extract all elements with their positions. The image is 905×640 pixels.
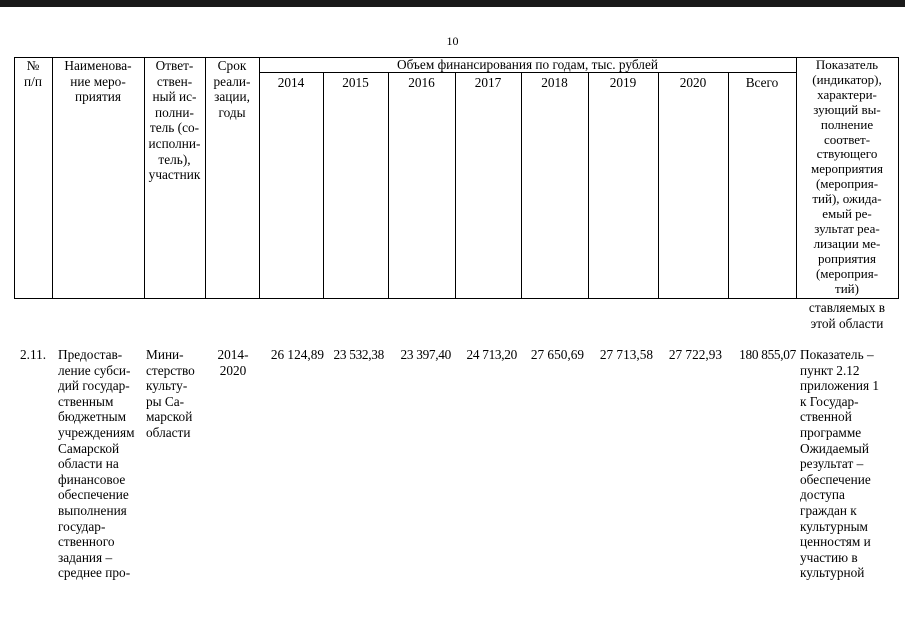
header-year-2020: 2020	[679, 75, 707, 90]
scan-top-border	[0, 0, 905, 7]
column-divider	[455, 72, 456, 299]
row-num: 2.11.	[20, 347, 47, 362]
header-year-2016: 2016	[408, 75, 435, 90]
row-executor: Мини- стерство культу- ры Са- марской области	[146, 347, 195, 440]
row-name: Предостав- ление субси- дий государ- ственным бюджетным учреждениям Самарской области на финансовое обеспечение выполнения государ- ственного задания – среднее про-	[58, 347, 135, 581]
row-value-2015: 23 532,38	[333, 347, 384, 362]
header-executor: Ответ- ствен- ный ис- полни- тель (со- исполни- тель), участник	[148, 58, 201, 183]
row-value-2020: 27 722,93	[668, 347, 722, 362]
header-year-2018: 2018	[541, 75, 568, 90]
indicator-carryover: ставляемых в этой области	[808, 300, 886, 331]
header-year-2017: 2017	[474, 75, 502, 90]
row-value-2018: 27 650,69	[530, 347, 584, 362]
column-divider	[521, 72, 522, 299]
row-value-2019: 27 713,58	[599, 347, 653, 362]
column-divider	[259, 57, 260, 299]
column-divider	[728, 72, 729, 299]
header-term: Срок реали- зации, годы	[213, 58, 251, 120]
header-bottom-rule	[14, 298, 898, 299]
row-indicator: Показатель – пункт 2.12 приложения 1 к Государ- ственной программе Ожидаемый результат – обеспечение доступа граждан к культурным ценностям и участию в культурной	[800, 347, 880, 581]
page-number: 10	[446, 34, 459, 48]
column-divider	[323, 72, 324, 299]
header-funding: Объем финансирования по годам, тыс. рублей	[397, 57, 658, 72]
header-year-2019: 2019	[609, 75, 637, 90]
column-divider	[898, 57, 899, 299]
header-indicator: Показатель (индикатор), характери- зующий вы- полнение соответ- ствующего мероприятия (мероприя- тий), ожида- емый ре- зультат реа- лизации ме- роприятия (мероприя- тий)	[810, 57, 883, 296]
header-name: Наименова- ние меро- приятия	[64, 58, 132, 105]
header-num: № п/п	[24, 58, 42, 89]
header-year-2015: 2015	[342, 75, 369, 90]
row-value-total: 180 855,07	[739, 347, 796, 362]
header-total: Всего	[745, 75, 779, 90]
column-divider	[388, 72, 389, 299]
header-year-2014: 2014	[277, 75, 305, 90]
row-term: 2014- 2020	[217, 347, 249, 378]
column-divider	[658, 72, 659, 299]
row-value-2017: 24 713,20	[466, 347, 517, 362]
row-value-2014: 26 124,89	[270, 347, 324, 362]
column-divider	[14, 57, 15, 299]
row-value-2016: 23 397,40	[400, 347, 451, 362]
column-divider	[588, 72, 589, 299]
